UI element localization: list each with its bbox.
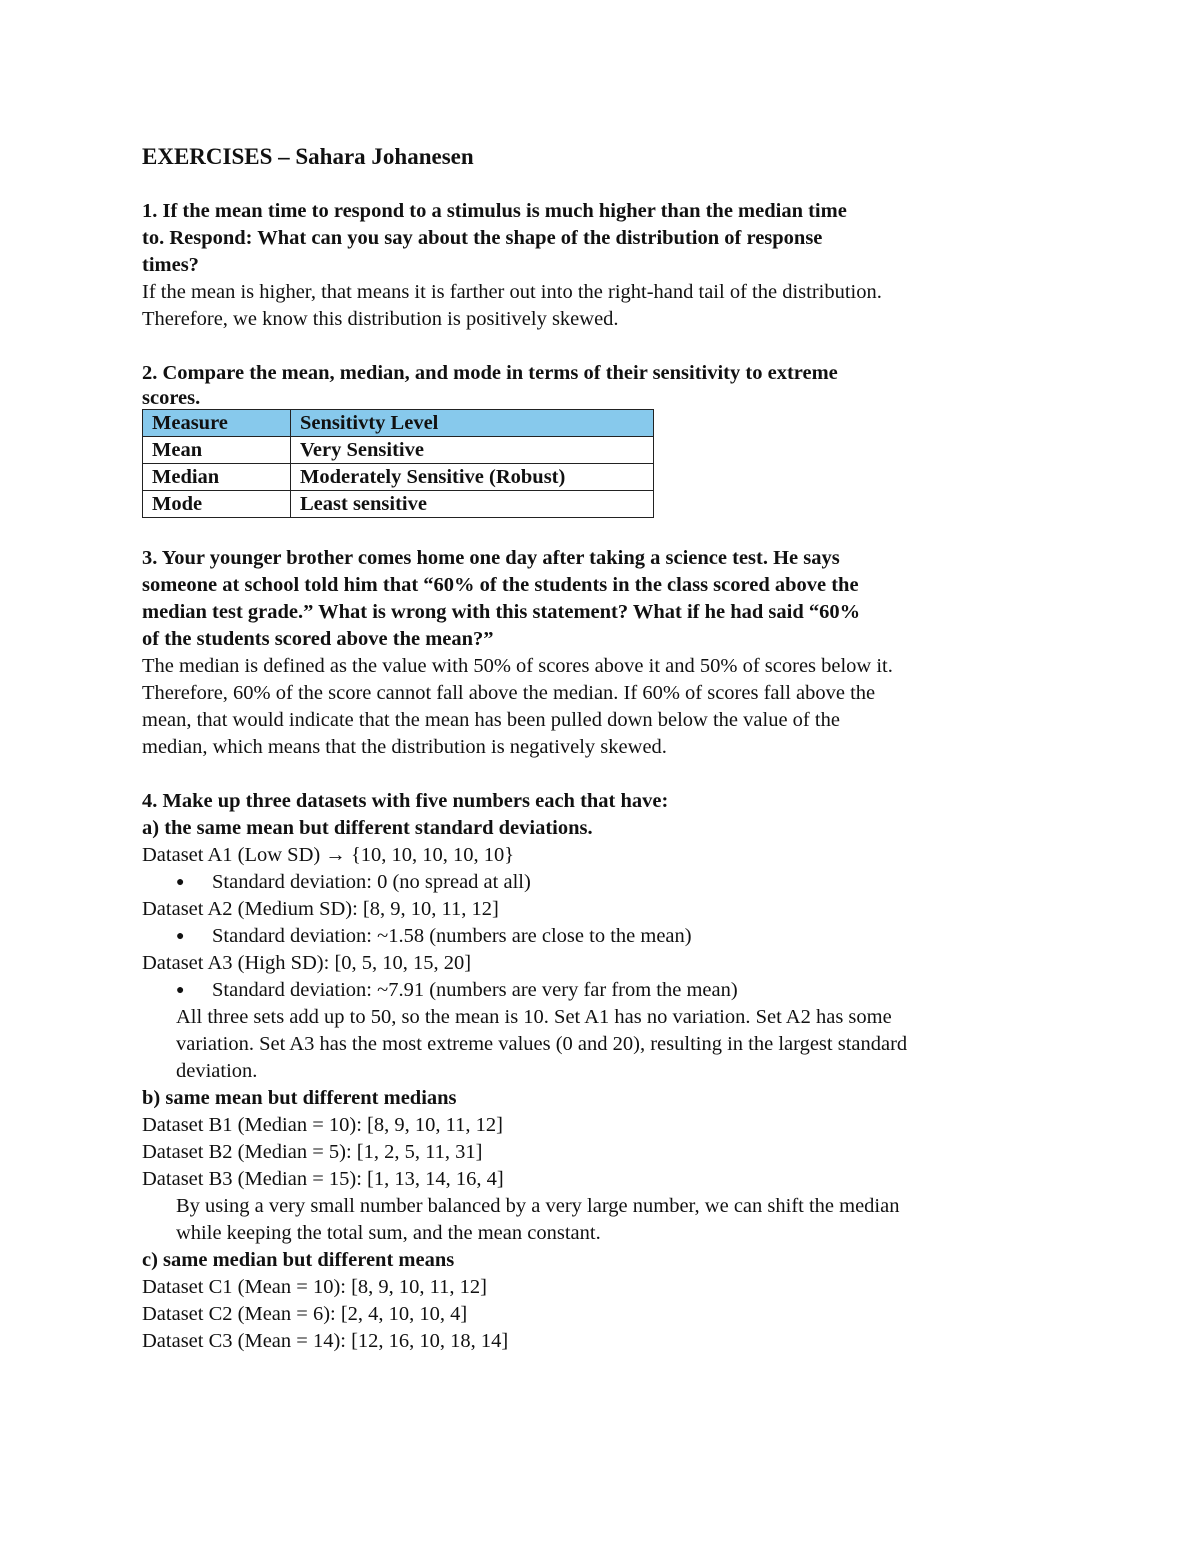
part-b-heading: b) same mean but different medians [142, 1087, 457, 1109]
dataset-a2: Dataset A2 (Medium SD): [8, 9, 10, 11, 12] [142, 898, 499, 920]
dataset-a2-note: ● Standard deviation: ~1.58 (numbers are close to the mean) [212, 923, 1082, 950]
answer-3-line: median, which means that the distribution is negatively skewed. [142, 736, 667, 758]
question-3-line: someone at school told him that “60% of the students in the class scored above the [142, 574, 859, 596]
table-row [143, 437, 654, 464]
table-row [143, 491, 654, 518]
answer-3-line: The median is defined as the value with 50% of scores above it and 50% of scores below it. [142, 655, 893, 677]
table-cell: Very Sensitive [291, 437, 654, 464]
question-2 [142, 360, 1082, 518]
part-a-heading: a) the same mean but different standard deviations. [142, 817, 593, 839]
dataset-a1-notes [142, 869, 1082, 896]
page-title: EXERCISES – Sahara Johanesen [142, 144, 474, 169]
table-row [143, 464, 654, 491]
table-header-cell: Measure [143, 410, 291, 437]
table-cell: Mode [143, 491, 291, 518]
answer-3-line: mean, that would indicate that the mean has been pulled down below the value of the [142, 709, 840, 731]
dataset-b1: Dataset B1 (Median = 10): [8, 9, 10, 11, 12] [142, 1114, 503, 1136]
dataset-b3: Dataset B3 (Median = 15): [1, 13, 14, 16, 4] [142, 1168, 504, 1190]
dataset-a1-note: ● Standard deviation: 0 (no spread at all) [212, 869, 1082, 896]
dataset-a3: Dataset A3 (High SD): [0, 5, 10, 15, 20] [142, 952, 472, 974]
part-a-explanation-line: variation. Set A3 has the most extreme values (0 and 20), resulting in the largest standard [176, 1033, 908, 1055]
part-b-explanation-line: while keeping the total sum, and the mean constant. [176, 1222, 601, 1244]
part-a-explanation-line: All three sets add up to 50, so the mean is 10. Set A1 has no variation. Set A2 has some [176, 1006, 892, 1028]
dataset-c3: Dataset C3 (Mean = 14): [12, 16, 10, 18, 14] [142, 1330, 509, 1352]
part-a-explanation-line: deviation. [176, 1060, 258, 1082]
question-3-line: of the students scored above the mean?” [142, 628, 494, 650]
dataset-c2: Dataset C2 (Mean = 6): [2, 4, 10, 10, 4] [142, 1303, 468, 1325]
dataset-a3-notes [142, 977, 1082, 1004]
question-3-line: 3. Your younger brother comes home one day after taking a science test. He says [142, 547, 840, 569]
question-1 [142, 198, 1082, 333]
dataset-c1: Dataset C1 (Mean = 10): [8, 9, 10, 11, 12] [142, 1276, 487, 1298]
table-header-cell: Sensitivty Level [291, 410, 654, 437]
dataset-a1: Dataset A1 (Low SD) → {10, 10, 10, 10, 10} [142, 844, 515, 866]
table-cell: Least sensitive [291, 491, 654, 518]
table-header-row [143, 410, 654, 437]
answer-1-line: If the mean is higher, that means it is farther out into the right-hand tail of the distribution. [142, 281, 882, 303]
table-cell: Mean [143, 437, 291, 464]
answer-1-line: Therefore, we know this distribution is positively skewed. [142, 308, 619, 330]
dataset-a2-notes [142, 923, 1082, 950]
dataset-b2: Dataset B2 (Median = 5): [1, 2, 5, 11, 31] [142, 1141, 483, 1163]
table-cell: Moderately Sensitive (Robust) [291, 464, 654, 491]
question-2-line: scores. [142, 387, 201, 409]
question-2-line: 2. Compare the mean, median, and mode in terms of their sensitivity to extreme [142, 362, 838, 384]
question-1-line: times? [142, 254, 199, 276]
question-1-line: to. Respond: What can you say about the shape of the distribution of response [142, 227, 823, 249]
answer-3-line: Therefore, 60% of the score cannot fall above the median. If 60% of scores fall above the [142, 682, 876, 704]
question-1-line: 1. If the mean time to respond to a stimulus is much higher than the median time [142, 200, 847, 222]
part-b-explanation-line: By using a very small number balanced by a very large number, we can shift the median [176, 1195, 900, 1217]
table-cell: Median [143, 464, 291, 491]
question-4 [142, 788, 1082, 1355]
sensitivity-table [142, 409, 654, 518]
question-4-heading: 4. Make up three datasets with five numbers each that have: [142, 790, 669, 812]
question-3-line: median test grade.” What is wrong with this statement? What if he had said “60% [142, 601, 861, 623]
dataset-a3-note: ● Standard deviation: ~7.91 (numbers are very far from the mean) [212, 977, 1082, 1004]
document-body [142, 142, 1082, 1355]
part-c-heading: c) same median but different means [142, 1249, 455, 1271]
question-3 [142, 545, 1082, 761]
